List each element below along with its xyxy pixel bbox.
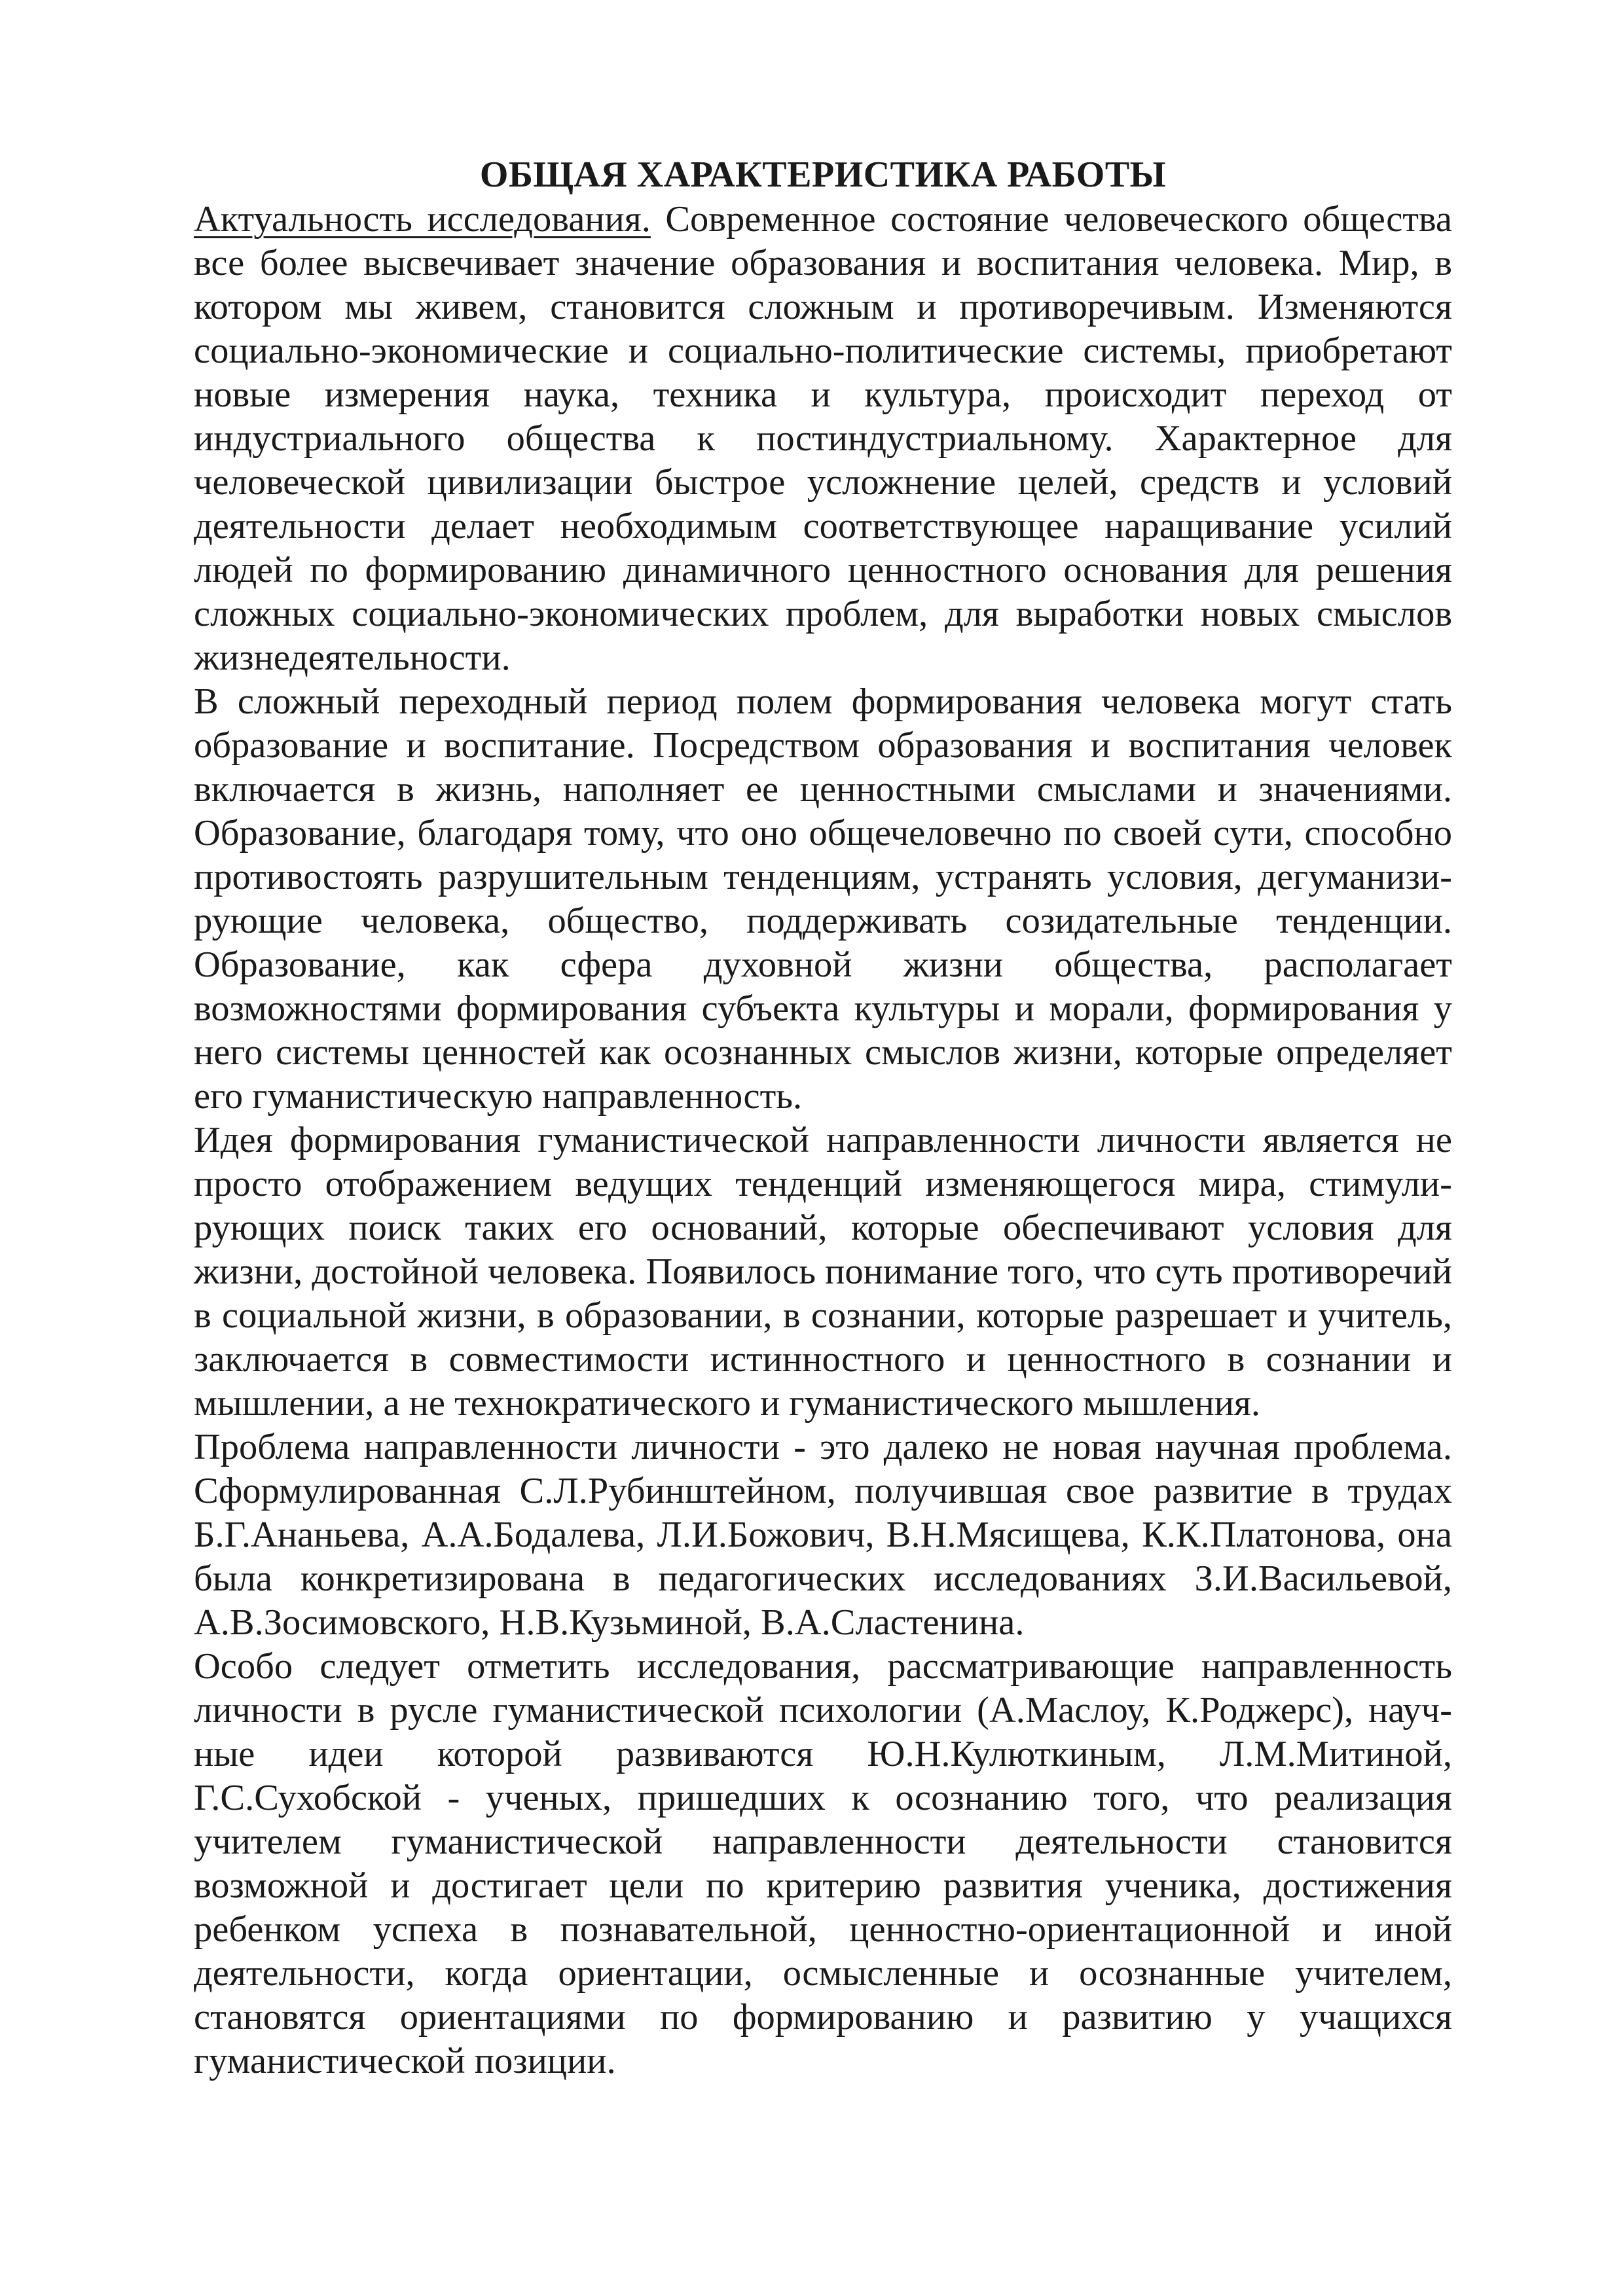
paragraph: Особо следует отметить исследования, рассматривающие направленность личности в русле гуманистической психологии (А.Маслоу, К.Роджерс), научные идеи которой развиваются Ю.Н.Кулюткиным, Л.М.Митиной, Г.С.Сухобской - ученых, пришедших к осознанию того, что реализация учителем гуманистической направленности деятельности становится возможной и достигает цели по критерию развития ученика, достижения ребенком успеха в познавательной, ценностно-ориентационной и иной деятельности, когда ориентации, осмысленные и осознанные учителем, становятся ориентациями по формированию и развитию у учащихся гуманистической позиции. <box>194 1646 1452 2081</box>
page-title: ОБЩАЯ ХАРАКТЕРИСТИКА РАБОТЫ <box>479 154 1167 195</box>
paragraph: Идея формирования гуманистической направленности личности является не просто отображением ведущих тенденций изменяющегося мира, стимулирующих поиск таких его оснований, которые обеспечивают условия для жизни, достойной человека. Появилось понимание того, что суть противоречий в социальной жизни, в образовании, в сознании, которые разрешает и учитель, заключается в совместимости истинностного и ценностного в сознании и мышлении, а не технократического и гуманистического мышления. <box>194 1120 1452 1424</box>
paragraph: Проблема направленности личности - это далеко не новая научная проблема. Сформулированная С.Л.Рубинштейном, получившая свое развитие в трудах Б.Г.Ананьева, А.А.Бодалева, Л.И.Божович, В.Н.Мясищева, К.К.Платонова, она была конкретизирована в педагогических исследованиях З.И.Васильевой, А.В.Зосимовского, Н.В.Кузьминой, В.А.Сластенина. <box>194 1427 1452 1643</box>
paragraph-text: Современное состояние человеческого общества все более высвечивает значение образования и воспитания человека. Мир, в котором мы живем, становится сложным и противоречивым. Изменяются социально-экономические и социально-политические системы, приобретают новые измерения наука, техника и культура, происходит переход от индустриального общества к постиндустриальному. Характерное для человеческой цивилизации быстрое усложнение целей, средств и условий деятельности делает необходимым соответствующее наращивание усилий людей по формированию динамичного ценностного основания для решения сложных социально-экономических проблем, для выработки новых смыслов жизнедеятельности. <box>194 199 1452 678</box>
paragraph-relevance <box>194 198 1452 680</box>
section-lead-relevance: Актуальность исследования. <box>194 199 651 240</box>
document-page <box>194 152 1452 2083</box>
paragraph: В сложный переходный период полем формирования человека могут стать образование и воспитание. Посредством образования и воспитания человек включается в жизнь, наполняет ее ценностными смыслами и значениями. Образование, благодаря тому, что оно общечеловечно по своей сути, способно противостоять разрушительным тенденциям, устранять условия, дегуманизи-рующие человека, общество, поддерживать созидательные тенденции. Образование, как сфера духовной жизни общества, располагает возможностями формирования субъекта культуры и морали, формирования у него системы ценностей как осознанных смыслов жизни, которые определяет его гуманистическую направленность. <box>194 681 1452 1117</box>
